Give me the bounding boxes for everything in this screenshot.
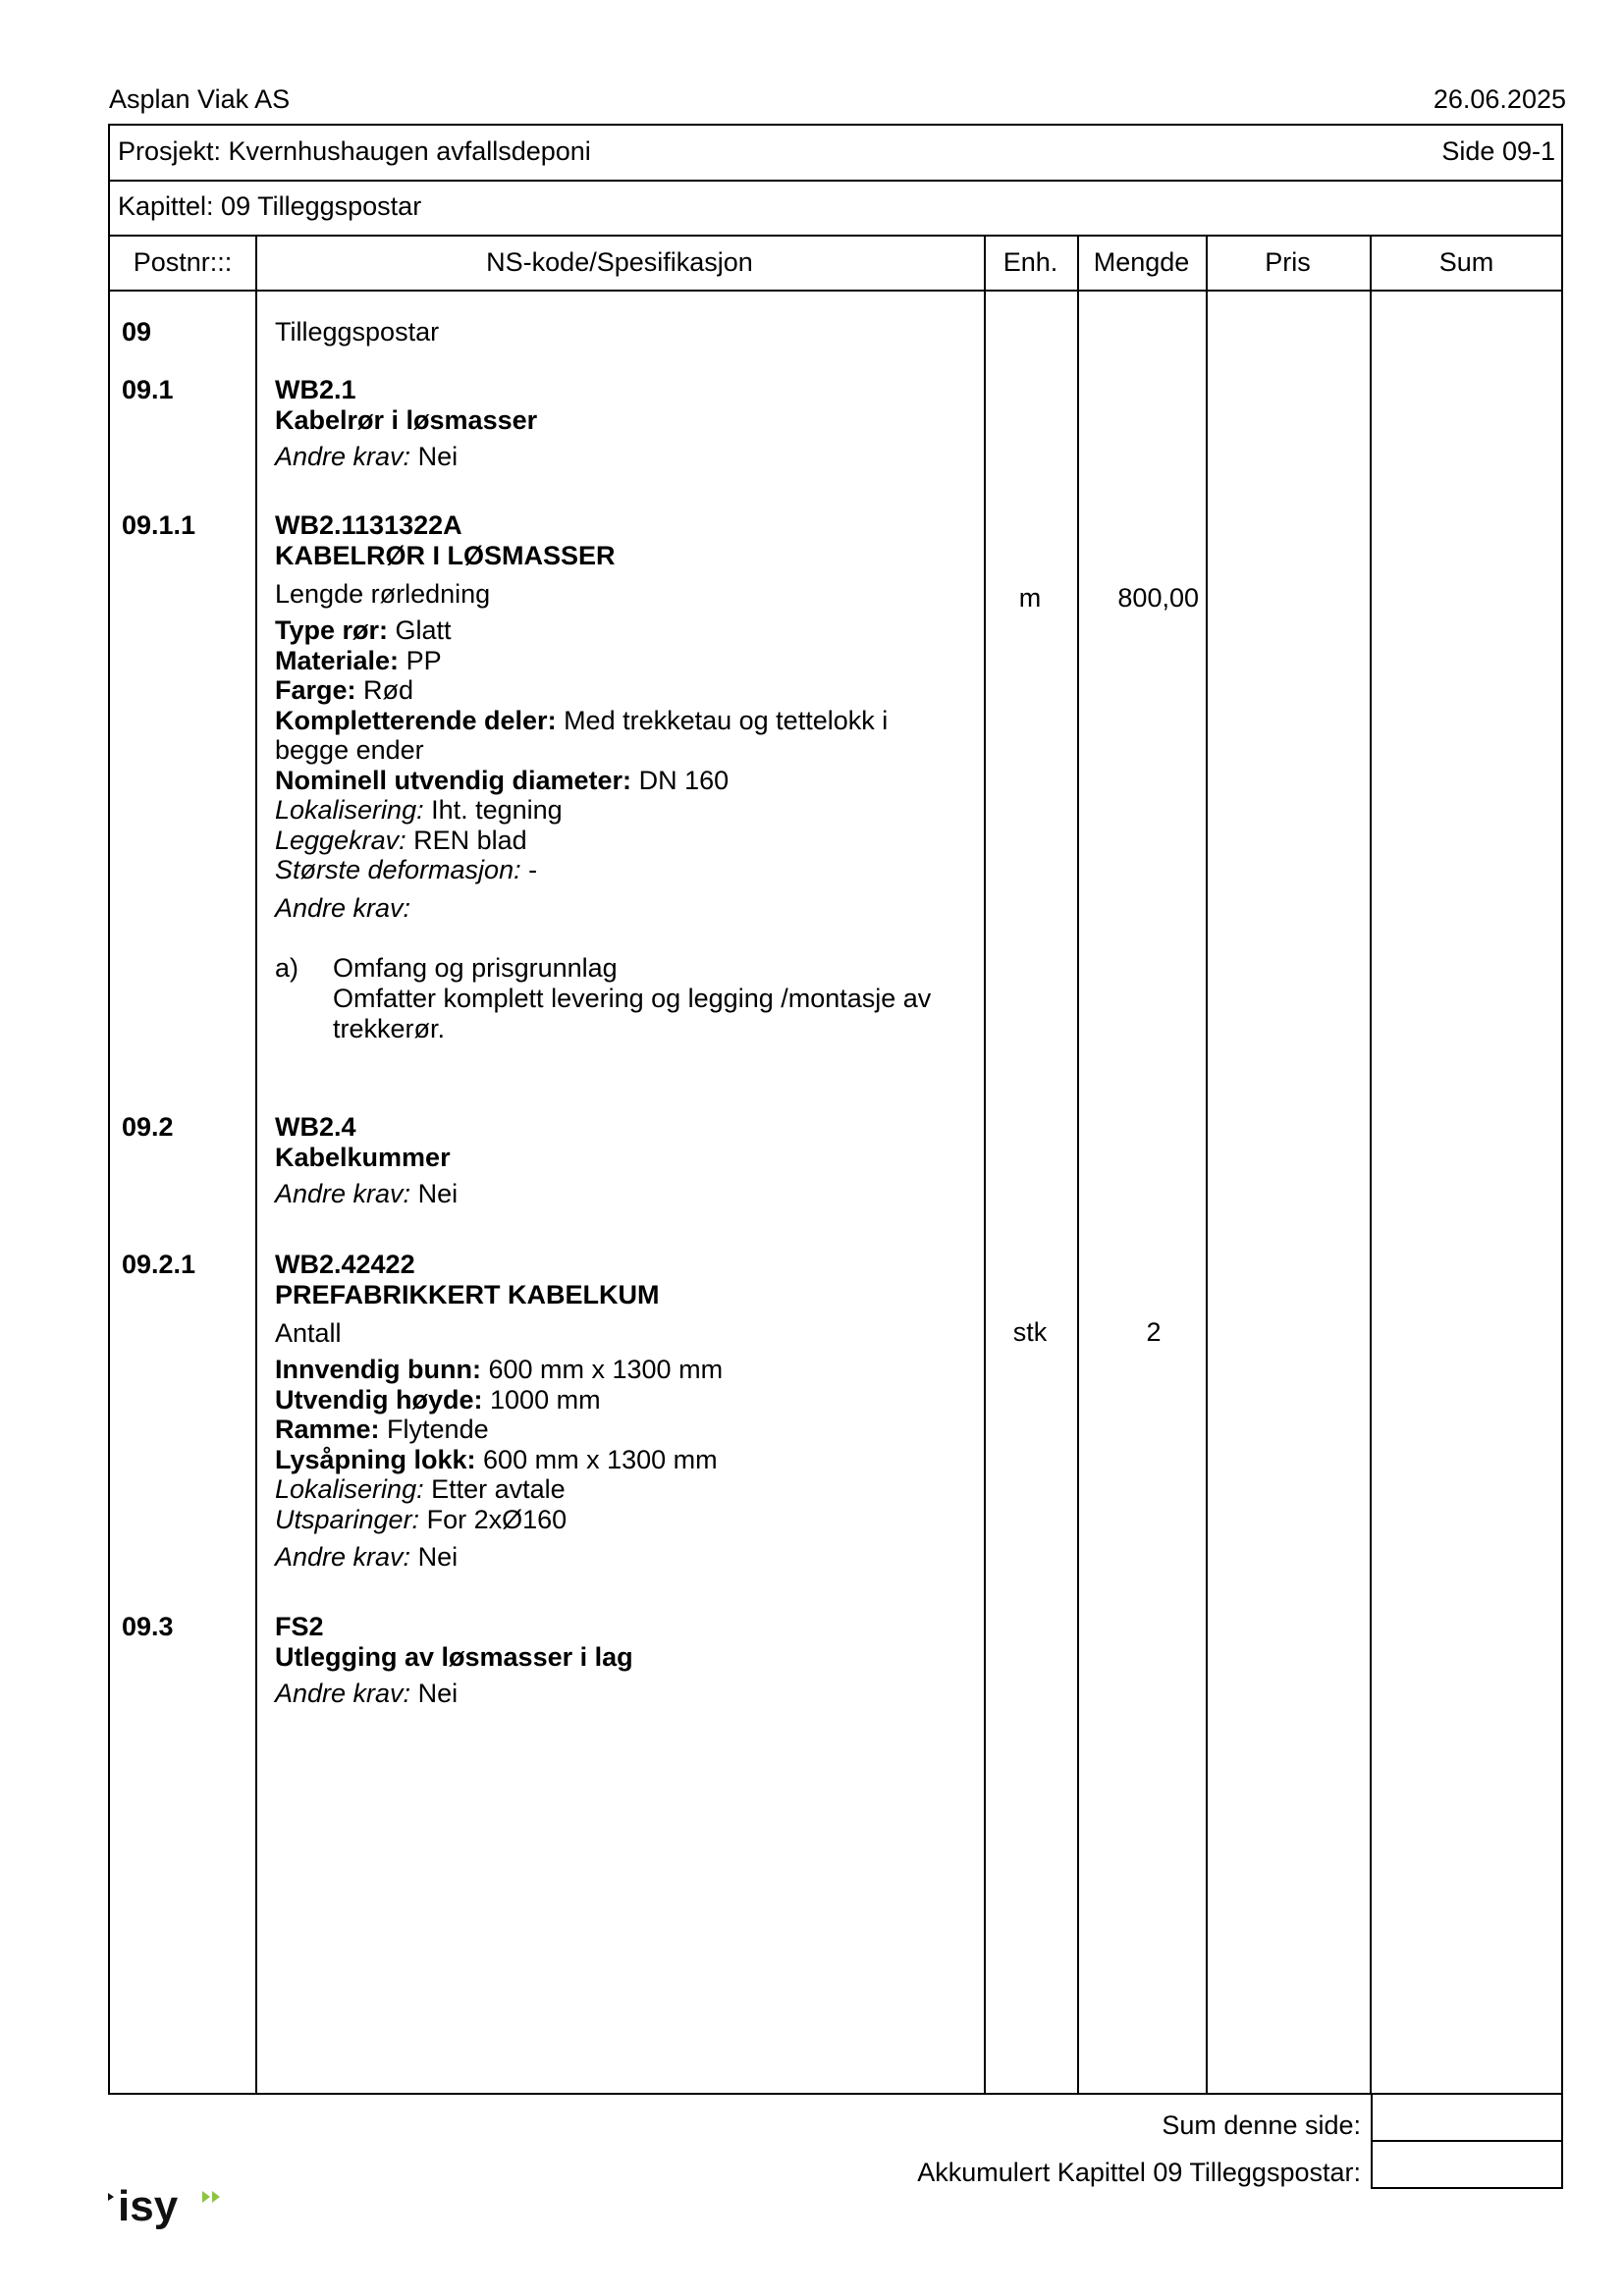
chapter-heading: Tilleggspostar bbox=[275, 317, 440, 347]
column-header-qty: Mengde bbox=[1093, 247, 1190, 277]
isy-logo-icon bbox=[108, 2181, 236, 2240]
other-requirements: Andre krav: Nei bbox=[275, 442, 459, 471]
unit-value: m bbox=[1018, 583, 1042, 613]
sum-accumulated-box bbox=[1371, 2142, 1563, 2189]
divider bbox=[110, 235, 1561, 237]
chapter-title: Kapittel: 09 Tilleggspostar bbox=[118, 191, 422, 221]
quantity-value: 800,00 bbox=[1117, 583, 1199, 613]
ns-code: WB2.4 bbox=[275, 1112, 356, 1142]
quantity-description: Lengde rørledning bbox=[275, 579, 491, 609]
page-number: Side 09-1 bbox=[1441, 136, 1555, 166]
post-description bbox=[275, 1112, 962, 1209]
company-name: Asplan Viak AS bbox=[109, 84, 291, 114]
post-number: 09.1.1 bbox=[122, 510, 196, 540]
note: a) Omfang og prisgrunnlag Omfatter komplett levering og legging /montasje av trekkerør. bbox=[275, 952, 932, 1043]
unit-value: stk bbox=[1012, 1317, 1048, 1347]
column-divider bbox=[255, 235, 257, 2095]
post-title: Kabelkummer bbox=[275, 1143, 451, 1172]
column-header-sum: Sum bbox=[1438, 247, 1494, 277]
isy-logo bbox=[108, 2181, 236, 2245]
post-number: 09.1 bbox=[122, 375, 174, 404]
divider bbox=[110, 290, 1561, 292]
svg-text:isy: isy bbox=[118, 2182, 179, 2230]
ns-code: WB2.1 bbox=[275, 375, 356, 404]
column-header-spec: NS-kode/Spesifikasjon bbox=[486, 247, 753, 277]
column-divider bbox=[1077, 235, 1079, 2095]
post-title: KABELRØR I LØSMASSER bbox=[275, 541, 616, 570]
property-list: Type rør: Glatt Materiale: PP Farge: Rød Kompletterende deler: Med trekketau og tettelokk i begge ender Nominell utvendig diameter: DN 160 Lokalisering: Iht. tegning Leggekrav: REN blad Største deformasjon: - bbox=[275, 615, 889, 884]
post-number: 09 bbox=[122, 317, 152, 347]
quantity-value: 2 bbox=[1146, 1317, 1162, 1347]
post-title: Utlegging av løsmasser i lag bbox=[275, 1642, 633, 1672]
post-description bbox=[275, 1250, 962, 1573]
divider bbox=[110, 180, 1561, 182]
column-header-unit: Enh. bbox=[1002, 247, 1058, 277]
column-header-price: Pris bbox=[1265, 247, 1311, 277]
other-requirements: Andre krav: Nei bbox=[275, 1542, 459, 1572]
quantity-description: Antall bbox=[275, 1318, 342, 1348]
ns-code: WB2.1131322A bbox=[275, 510, 462, 540]
column-divider bbox=[1370, 235, 1372, 2095]
other-requirements: Andre krav: Nei bbox=[275, 1179, 459, 1208]
property-list: Innvendig bunn: 600 mm x 1300 mm Utvendig høyde: 1000 mm Ramme: Flytende Lysåpning lokk: 600 mm x 1300 mm Lokalisering: Etter avtale Utsparinger: For 2xØ160 bbox=[275, 1355, 724, 1534]
column-divider bbox=[984, 235, 986, 2095]
post-number: 09.3 bbox=[122, 1612, 174, 1641]
post-description bbox=[275, 1612, 962, 1709]
post-title: PREFABRIKKERT KABELKUM bbox=[275, 1280, 660, 1309]
post-title: Kabelrør i løsmasser bbox=[275, 405, 538, 435]
ns-code: WB2.42422 bbox=[275, 1250, 415, 1279]
post-description bbox=[275, 510, 962, 1044]
post-number: 09.2 bbox=[122, 1112, 174, 1142]
sum-accumulated-label: Akkumulert Kapittel 09 Tilleggspostar: bbox=[917, 2158, 1361, 2187]
sum-page-label: Sum denne side: bbox=[1162, 2110, 1361, 2140]
sum-page-box bbox=[1371, 2095, 1563, 2142]
document-date: 26.06.2025 bbox=[1433, 84, 1566, 114]
project-title: Prosjekt: Kvernhushaugen avfallsdeponi bbox=[118, 136, 591, 166]
ns-code: FS2 bbox=[275, 1612, 324, 1641]
column-header-postnr: Postnr::: bbox=[133, 247, 233, 277]
post-number: 09.2.1 bbox=[122, 1250, 196, 1279]
column-divider bbox=[1206, 235, 1208, 2095]
other-requirements: Andre krav: Nei bbox=[275, 1679, 459, 1708]
post-description bbox=[275, 375, 962, 472]
other-requirements: Andre krav: bbox=[275, 892, 411, 923]
